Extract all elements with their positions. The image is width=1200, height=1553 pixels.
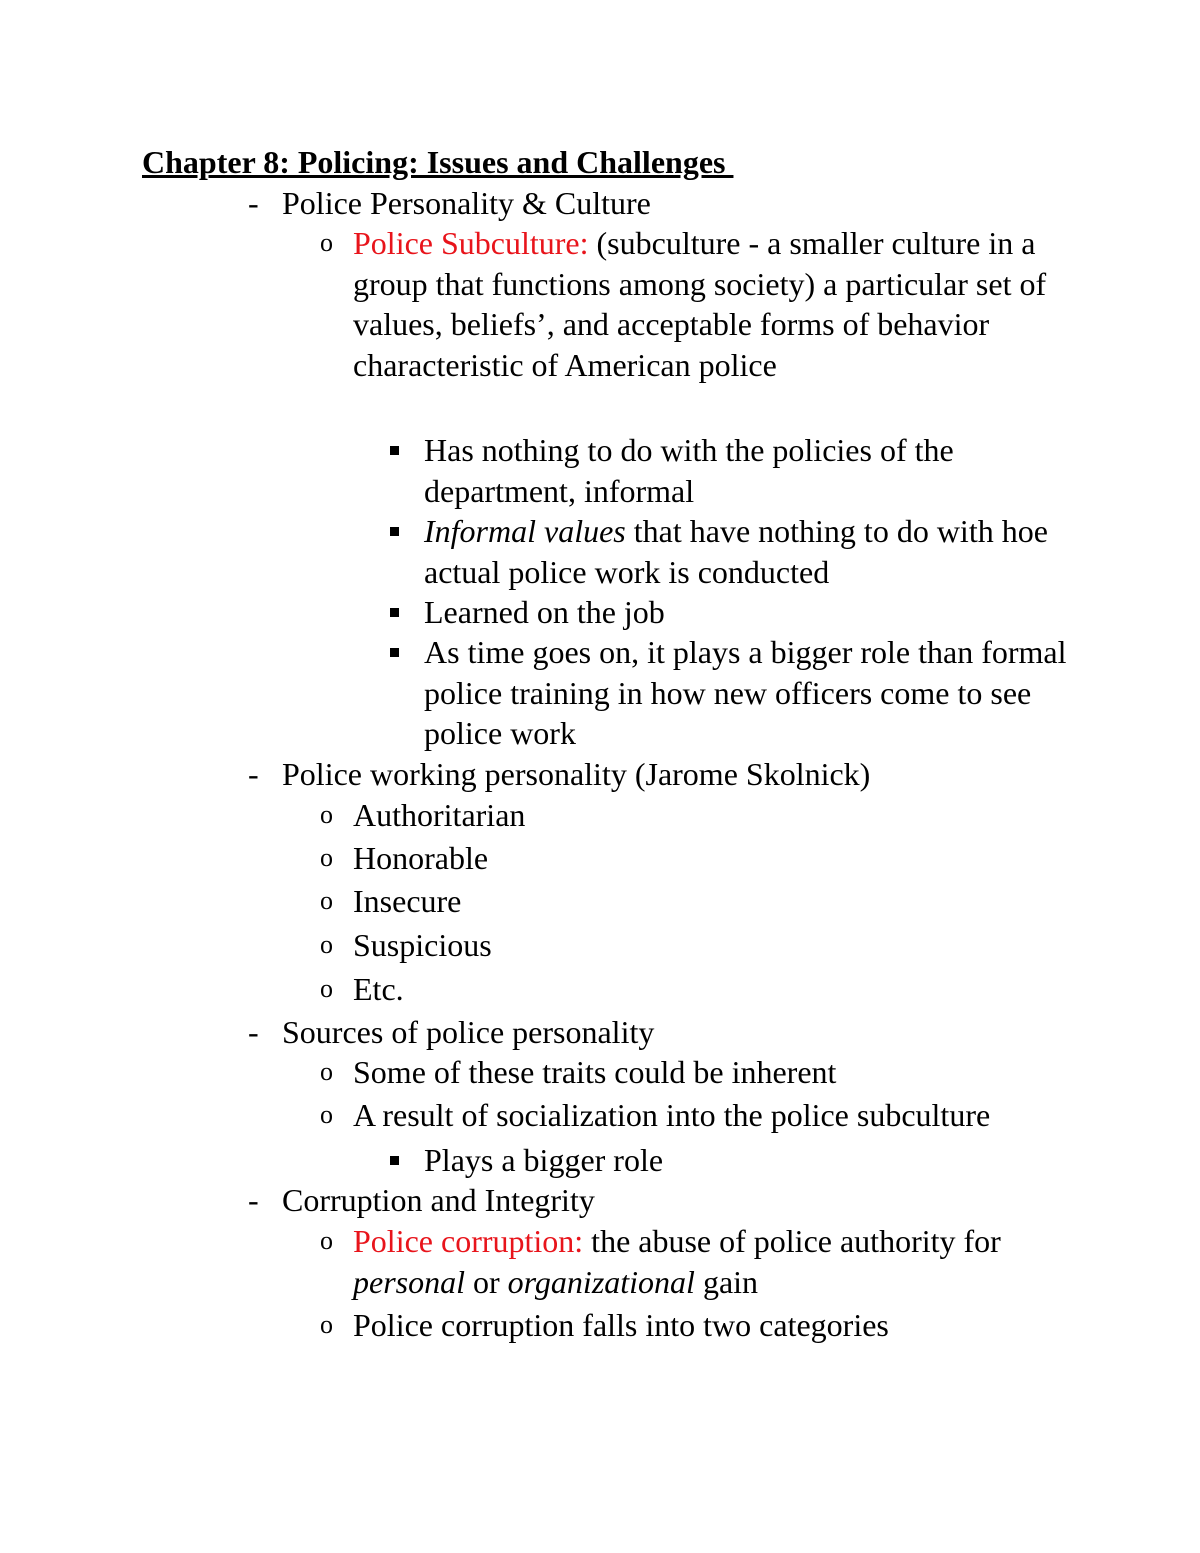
section-corruption-integrity [248, 1180, 595, 1221]
circle-marker: o [320, 843, 333, 872]
list-item-text: Some of these traits could be inherent [353, 1054, 837, 1090]
dash-marker: - [248, 1182, 259, 1218]
square-bullet-icon [390, 446, 399, 455]
bullet-item [390, 592, 1070, 633]
square-bullet-icon [390, 1156, 399, 1165]
definition-text [320, 223, 1060, 385]
bullet-text: Learned on the job [424, 594, 665, 630]
circle-marker: o [320, 886, 333, 915]
chapter-title: Chapter 8: Policing: Issues and Challenges [142, 144, 734, 180]
list-item [320, 1052, 836, 1093]
list-item-text: Suspicious [353, 927, 492, 963]
circle-marker: o [320, 1226, 333, 1255]
section-sources-personality [248, 1012, 654, 1053]
subitem-police-corruption [320, 1221, 1060, 1302]
list-item-text: Honorable [353, 840, 489, 876]
list-item [320, 795, 525, 836]
definition-body: gain [694, 1263, 759, 1300]
definition-body: the abuse of police authority for [583, 1223, 1001, 1259]
list-item [320, 881, 461, 922]
emphasis-text: Informal values [424, 513, 626, 549]
emphasis-text: organizational [507, 1263, 695, 1300]
bullet-body: that have nothing to do with hoe actual police work is conducted [424, 513, 1048, 590]
list-item [320, 1095, 990, 1136]
circle-marker: o [320, 1310, 333, 1339]
section-police-personality-culture [248, 183, 651, 224]
emphasis-text: personal [353, 1263, 465, 1300]
bullet-item [390, 1140, 663, 1181]
bullet-text: As time goes on, it plays a bigger role than formal police training in how new officers come to see police work [424, 634, 1067, 751]
circle-marker: o [320, 1100, 333, 1129]
dash-marker: - [248, 756, 259, 792]
list-item-text: Insecure [353, 883, 462, 919]
circle-marker: o [320, 800, 333, 829]
term-police-corruption: Police corruption: [353, 1223, 584, 1259]
circle-marker: o [320, 930, 333, 959]
list-item [320, 1305, 889, 1346]
list-item-text: Police corruption falls into two categories [353, 1307, 889, 1343]
section-heading: Corruption and Integrity [282, 1182, 595, 1218]
circle-marker: o [320, 1057, 333, 1086]
bullet-text: Has nothing to do with the policies of the department, informal [424, 432, 954, 509]
circle-marker: o [320, 228, 333, 257]
list-item-text: Etc. [353, 971, 404, 1007]
bullet-item [390, 430, 1070, 511]
definition-body: (subculture - a smaller culture in a group that functions among society) a particular set of values, beliefs’, and acceptable forms of behavior characteristic of American police [353, 225, 1047, 383]
dash-marker: - [248, 185, 259, 221]
list-item-text: A result of socialization into the police subculture [353, 1097, 991, 1133]
square-bullet-icon [390, 648, 399, 657]
list-item [320, 925, 492, 966]
term-police-subculture: Police Subculture: [353, 225, 589, 261]
circle-marker: o [320, 974, 333, 1003]
bullet-item [390, 632, 1070, 754]
list-item [320, 838, 488, 879]
list-item [320, 969, 404, 1010]
list-item-text: Authoritarian [353, 797, 526, 833]
section-working-personality [248, 754, 870, 795]
section-heading: Police Personality & Culture [282, 185, 651, 221]
bullet-text: Plays a bigger role [424, 1142, 664, 1178]
bullet-item [390, 511, 1070, 592]
square-bullet-icon [390, 527, 399, 536]
section-heading: Police working personality (Jarome Skolnick) [282, 756, 871, 792]
definition-text [320, 1221, 1060, 1302]
definition-body: or [465, 1263, 508, 1300]
square-bullet-icon [390, 608, 399, 617]
section-heading: Sources of police personality [282, 1014, 655, 1050]
subitem-police-subculture [320, 223, 1060, 385]
bullet-text [390, 511, 1070, 592]
dash-marker: - [248, 1014, 259, 1050]
